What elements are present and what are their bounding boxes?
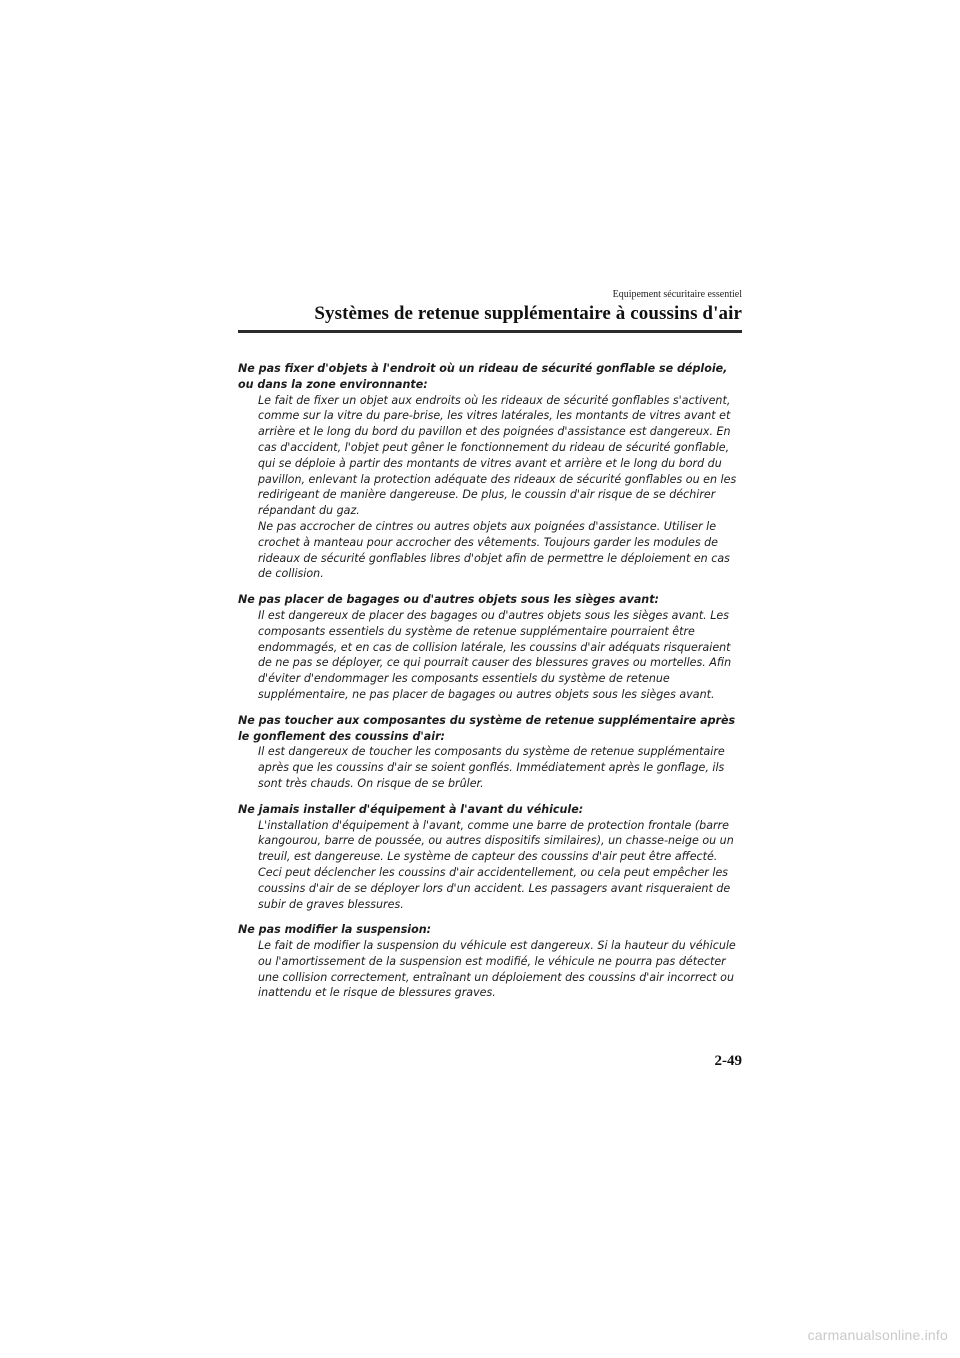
warning-paragraph: Le fait de modifier la suspension du véhicule est dangereux. Si la hauteur du véhicule ou l'amortissement de la suspension est modifié, le véhicule ne pourra pas détecter une collision correctement, entraînant un déploiement des coussins d'air incorrect ou inattendu et le risque de blessures graves.: [258, 939, 736, 1000]
warning-heading: Ne pas toucher aux composantes du système de retenue supplémentaire après le gonflement des coussins d'air:: [238, 713, 736, 743]
watermark-text: carmanualsonline.info: [807, 1327, 948, 1343]
warning-item: [238, 361, 744, 582]
warning-item: [238, 922, 744, 1001]
warning-heading: Ne pas fixer d'objets à l'endroit où un rideau de sécurité gonflable se déploie, ou dans la zone environnante:: [238, 362, 728, 391]
page-number: 2-49: [714, 1053, 742, 1069]
warning-heading: Ne jamais installer d'équipement à l'avant du véhicule:: [238, 802, 584, 816]
running-head: Equipement sécuritaire essentiel: [612, 289, 742, 300]
warning-paragraph: Le fait de fixer un objet aux endroits où les rideaux de sécurité gonflables s'activent, comme sur la vitre du pare-brise, les vitres latérales, les montants de vitres avant et arrière et le long du bord du pavillon et des poignées d'assistance est dangereux. En cas d'accident, l'objet peut gêner le fonctionnement du rideau de sécurité gonflable, qui se déploie à partir des montants de vitres avant et arrière et le long du bord du pavillon, enlevant la protection adéquate des rideaux de sécurité gonflables ou en les redirigeant de manière dangereuse. De plus, le coussin d'air risque de se déchirer répandant du gaz.: [258, 393, 737, 518]
warning-paragraph: Il est dangereux de toucher les composants du système de retenue supplémentaire après que les coussins d'air se soient gonflés. Immédiatement après le gonflage, ils sont très chauds. On risque de se brûler.: [258, 745, 725, 790]
warning-item: [238, 713, 744, 792]
warning-heading: Ne pas placer de bagages ou d'autres objets sous les sièges avant:: [238, 593, 659, 607]
section-title: Systèmes de retenue supplémentaire à coussins d'air: [314, 303, 742, 324]
warning-item: [238, 802, 744, 913]
warning-paragraph: Il est dangereux de placer des bagages ou d'autres objets sous les sièges avant. Les composants essentiels du système de retenue supplémentaire pourraient être endommagés, et en cas de collision latérale, les coussins d'air adéquats risqueraient de ne pas se déployer, ce qui pourrait causer des blessures graves ou mortelles. Afin d'éviter d'endommager les composants essentiels du système de retenue supplémentaire, ne pas placer de bagages ou autres objets sous les sièges avant.: [258, 608, 732, 701]
warning-heading: Ne pas modifier la suspension:: [238, 923, 432, 937]
warning-paragraph: Ne pas accrocher de cintres ou autres objets aux poignées d'assistance. Utiliser le crochet à manteau pour accrocher des vêtements. Toujours garder les modules de rideaux de sécurité gonflables libres d'objet afin de permettre le déploiement en cas de collision.: [258, 519, 730, 581]
warning-item: [238, 592, 744, 703]
warning-paragraph: L'installation d'équipement à l'avant, comme une barre de protection frontale (barre kangourou, barre de poussée, ou autres dispositifs similaires), un chasse-neige ou un treuil, est dangereuse. Le système de capteur des coussins d'air peut être affecté. Ceci peut déclencher les coussins d'air accidentellement, ou cela peut empêcher les coussins d'air de se déployer lors d'un accident. Les passagers avant risqueraient de subir de graves blessures.: [258, 818, 734, 911]
warning-list: [238, 361, 744, 1011]
title-divider: [238, 330, 742, 333]
